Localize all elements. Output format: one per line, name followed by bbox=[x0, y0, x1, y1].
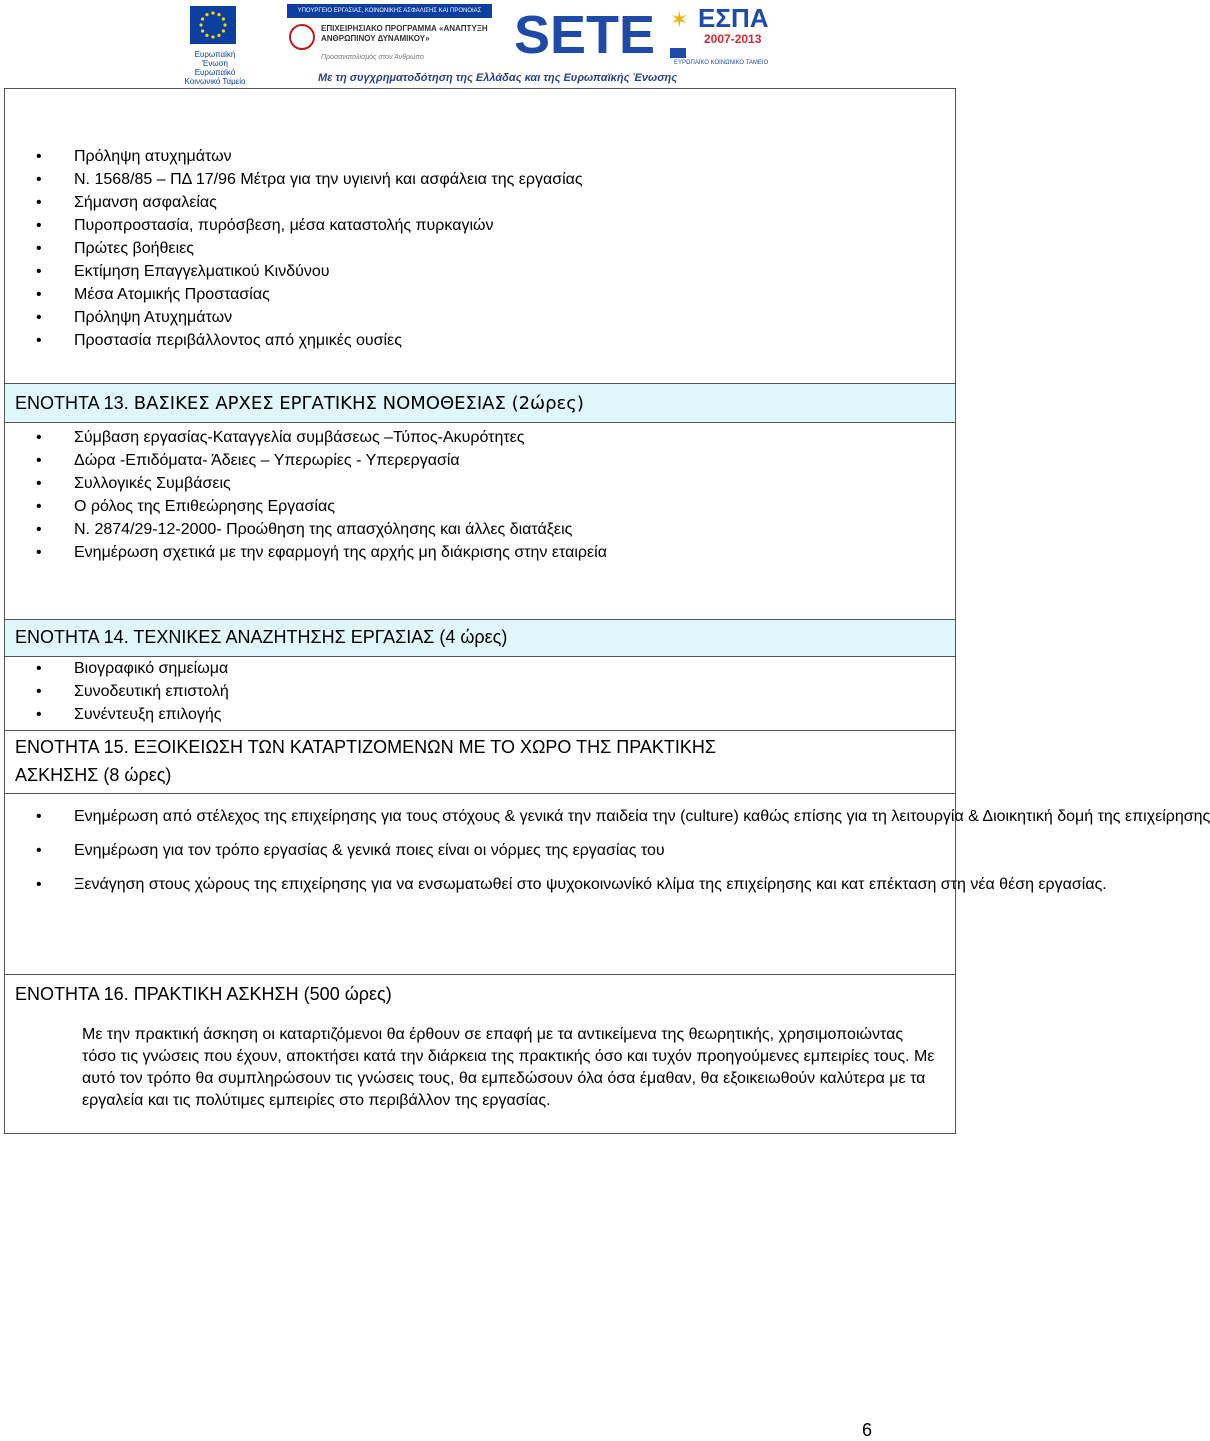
espa-logo bbox=[670, 4, 770, 72]
ep-title: ΕΠΙΧΕΙΡΗΣΙΑΚΟ ΠΡΟΓΡΑΜΜΑ «ΑΝΑΠΤΥΞΗ ΑΝΘΡΩΠΙΝΟΥ ΔΥΝΑΜΙΚΟΥ» bbox=[321, 24, 488, 43]
list-item: • Δώρα -Επιδόματα- Άδειες – Υπερωρίες - Υπερεργασία bbox=[5, 449, 955, 472]
list-item: • Συνέντευξη επιλογής bbox=[5, 703, 955, 726]
cofunding-note: Με τη συγχρηματοδότηση της Ελλάδας και της Ευρωπαϊκής Ένωσης bbox=[318, 72, 678, 84]
section-13-title: ΒΑΣΙΚΕΣ ΑΡΧΕΣ ΕΡΓΑΤΙΚΗΣ ΝΟΜΟΘΕΣΙΑΣ (2ώρες) bbox=[133, 393, 584, 414]
section-15-title-line2: ΑΣΚΗΣΗΣ (8 ώρες) bbox=[15, 765, 172, 785]
eu-stars-icon bbox=[190, 6, 236, 44]
list-item: • Ν. 1568/85 – ΠΔ 17/96 Μέτρα για την υγιεινή και ασφάλεια της εργασίας bbox=[5, 168, 955, 191]
list-item: • Ενημέρωση για τον τρόπο εργασίας & γενικά ποιες είναι οι νόρμες της εργασίας του bbox=[5, 839, 955, 862]
list-item: • Συλλογικές Συμβάσεις bbox=[5, 472, 955, 495]
list-item: • Πρόληψη Ατυχημάτων bbox=[5, 306, 955, 329]
section-14-list bbox=[5, 657, 955, 726]
list-item: • Ενημέρωση σχετικά με την εφαρμογή της αρχής μη διάκρισης στην εταιρεία bbox=[5, 541, 955, 564]
list-item: • Ο ρόλος της Επιθεώρησης Εργασίας bbox=[5, 495, 955, 518]
ministry-bar: ΥΠΟΥΡΓΕΙΟ ΕΡΓΑΣΙΑΣ, ΚΟΙΝΩΝΙΚΗΣ ΑΣΦΑΛΙΣΗΣ ΚΑΙ ΠΡΟΝΟΙΑΣ bbox=[287, 4, 492, 18]
list-item: • Ν. 2874/29-12-2000- Προώθηση της απασχόλησης και άλλες διατάξεις bbox=[5, 518, 955, 541]
sete-wordmark: SETE bbox=[514, 5, 656, 65]
section-15-title-line1: ΕΞΟΙΚΕΙΩΣΗ ΤΩΝ ΚΑΤΑΡΤΙΖΟΜΕΝΩΝ ΜΕ ΤΟ ΧΩΡΟ ΤΗΣ ΠΡΑΚΤΙΚΗΣ bbox=[133, 737, 717, 757]
section-15-header bbox=[5, 730, 955, 794]
section-13-list bbox=[5, 426, 955, 564]
eu-caption: Ευρωπαϊκή Ένωση Ευρωπαϊκό Κοινωνικό Ταμείο bbox=[184, 50, 246, 86]
section-15-list bbox=[5, 805, 1210, 896]
section-14-title: ΤΕΧΝΙΚΕΣ ΑΝΑΖΗΤΗΣΗΣ ΕΡΓΑΣΙΑΣ (4 ώρες) bbox=[133, 627, 508, 647]
list-item: • Βιογραφικό σημείωμα bbox=[5, 657, 955, 680]
espa-subtitle: ΕΥΡΩΠΑΪΚΟ ΚΟΙΝΩΝΙΚΟ ΤΑΜΕΙΟ bbox=[674, 60, 769, 66]
list-item: • Συνοδευτική επιστολή bbox=[5, 680, 955, 703]
section-16-code: ΕΝΟΤΗΤΑ 16. bbox=[15, 984, 129, 1004]
eu-flag-small-icon bbox=[670, 48, 686, 58]
ep-subtitle: Προσανατολισμός στον Άνθρωπο bbox=[321, 54, 424, 61]
list-item: • Ξενάγηση στους χώρους της επιχείρησης για να ενσωματωθεί στο ψυχοκοινωνίκό κλίμα της επιχείρησης και κατ επέκταση στη νέα θέση εργασίας. bbox=[5, 873, 955, 896]
section-14-body bbox=[5, 657, 955, 726]
section-14-code: ΕΝΟΤΗΤΑ 14. bbox=[15, 627, 129, 647]
page-number: 6 bbox=[862, 1420, 873, 1440]
section-13-body bbox=[5, 426, 955, 564]
list-item: • Μέσα Ατομικής Προστασίας bbox=[5, 283, 955, 306]
curriculum-table bbox=[4, 88, 1210, 1134]
list-item: • Εκτίμηση Επαγγελματικού Κινδύνου bbox=[5, 260, 955, 283]
list-item: • Πρόληψη ατυχημάτων bbox=[5, 145, 955, 168]
section-15-code: ΕΝΟΤΗΤΑ 15. bbox=[15, 737, 129, 757]
top-bullet-list bbox=[5, 145, 955, 352]
list-item: • Σύμβαση εργασίας-Καταγγελία συμβάσεως –Τύπος-Ακυρότητες bbox=[5, 426, 955, 449]
top-list-block bbox=[5, 145, 955, 352]
section-13-code: ΕΝΟΤΗΤΑ 13. bbox=[15, 393, 129, 413]
list-item: • Ενημέρωση από στέλεχος της επιχείρησης για τους στόχους & γενικά την παιδεία την (culture) καθώς επίσης για τη λειτουργία & Διοικητική δομή της επιχείρησης bbox=[5, 805, 955, 828]
section-16-paragraph: Με την πρακτική άσκηση οι καταρτιζόμενοι θα έρθουν σε επαφή με τα αντικείμενα της θεωρητικής, χρησιμοποιώντας τόσο τις γνώσεις που έχουν, αποκτήσει κατά την διάρκεια της πρακτικής όσο και τυχόν προηγούμενες εμπειρίες τους. Με αυτό τον τρόπο θα συμπληρώσουν τις γνώσεις τους, θα εμπεδώσουν όλα όσα έμαθαν, θα εξοικειωθούν καλύτερα με τα εργαλεία και τις πολύτιμες εμπειρίες στο περιβάλλον της εργασίας. bbox=[82, 1026, 935, 1109]
list-item: • Πυροπροστασία, πυρόσβεση, μέσα καταστολής πυρκαγιών bbox=[5, 214, 955, 237]
list-item: • Σήμανση ασφαλείας bbox=[5, 191, 955, 214]
section-16-title: ΠΡΑΚΤΙΚΗ ΑΣΚΗΣΗ (500 ώρες) bbox=[133, 984, 392, 1004]
section-15-body bbox=[5, 805, 1210, 907]
section-16-body bbox=[5, 1024, 955, 1112]
list-item: • Πρώτες βοήθειες bbox=[5, 237, 955, 260]
eu-flag-logo bbox=[190, 6, 236, 44]
list-item: • Προστασία περιβάλλοντος από χημικές ουσίες bbox=[5, 329, 955, 352]
section-13-header bbox=[5, 383, 955, 423]
section-14-header bbox=[5, 619, 955, 657]
section-16-header bbox=[5, 974, 955, 1014]
header-logo-strip bbox=[0, 0, 960, 88]
espa-star-icon: ✶ bbox=[670, 7, 689, 32]
sete-logo bbox=[514, 5, 656, 65]
espa-years: 2007-2013 bbox=[704, 32, 762, 46]
espa-wordmark: ΕΣΠΑ bbox=[698, 3, 769, 33]
ep-logo bbox=[287, 4, 492, 74]
ep-emblem-icon bbox=[289, 24, 315, 50]
